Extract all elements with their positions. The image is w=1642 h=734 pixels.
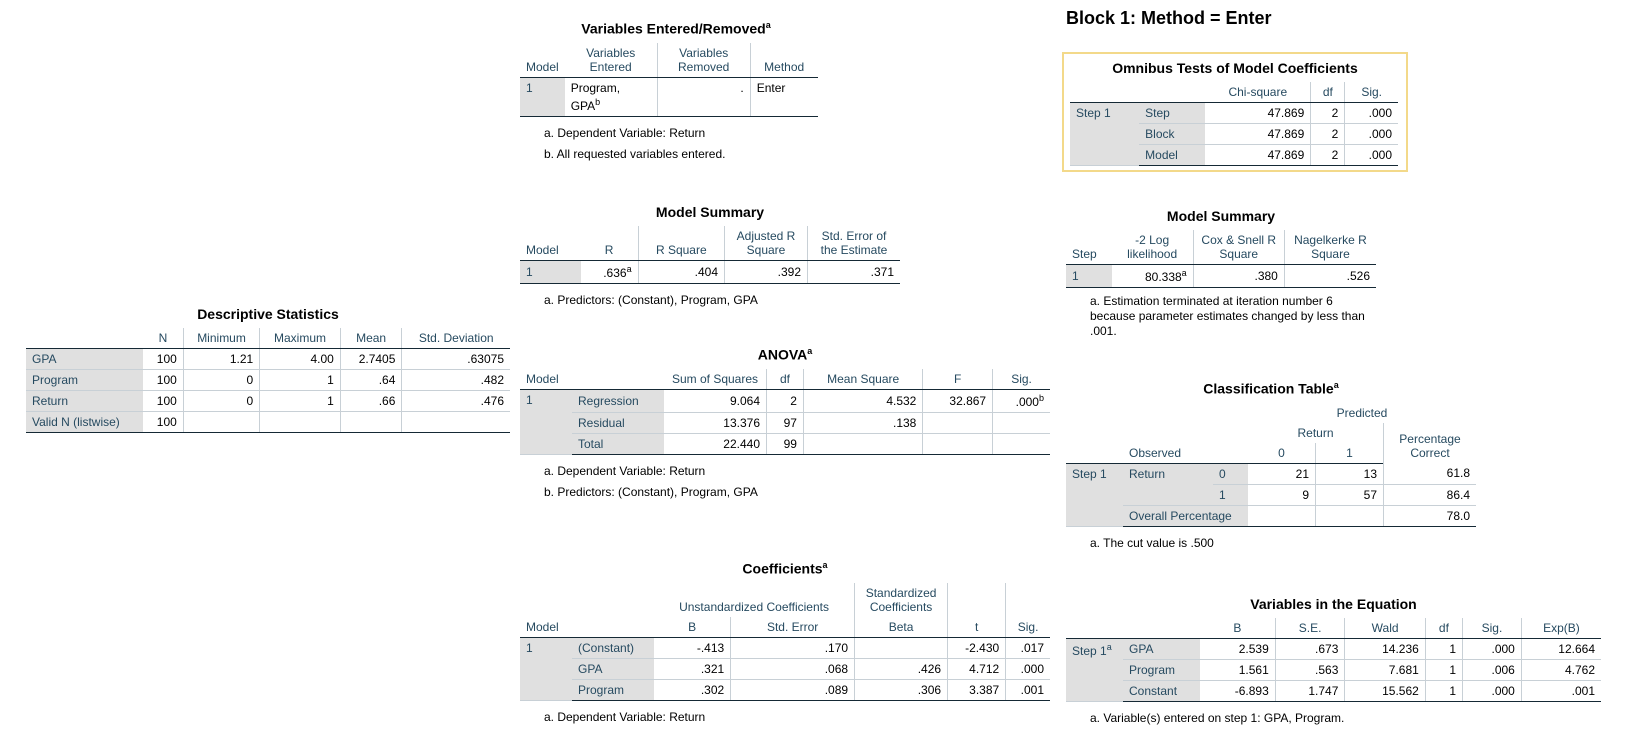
vie-table: B S.E. Wald df Sig. Exp(B) Step 1$^a$ GPA 2.539 .673 14.236 1 .000 12.664 Program 1.561 .563 7.681 1 .006 4.762 Constant -6.893 1.747 15.562 1 .000 .001	[1066, 618, 1601, 702]
table-row: Program 1.561 .563 7.681 1 .006 4.762	[1066, 660, 1601, 681]
coef-title: Coefficients$^a$	[742, 560, 828, 577]
table-row: Model 47.869 2 .000	[1070, 145, 1398, 166]
model-summary-linear: Model Summary Model R R Square Adjusted R Square Std. Error of the Estimate 1 .636$^a$ .404 .392 .371 a. Predictors: (Constant), Program, GPA	[520, 204, 900, 311]
header-mean: Mean	[340, 328, 402, 349]
omnibus-title: Omnibus Tests of Model Coefficients	[1112, 60, 1358, 76]
table-row: Residual 13.376 97 .138	[520, 412, 1050, 433]
table-row: 1 (Constant) -.413 .170 -2.430 .017	[520, 637, 1050, 658]
table-row: Step 1 Step 47.869 2 .000	[1070, 103, 1398, 124]
table-row: 1 80.338$^a$ .380 .526	[1066, 265, 1376, 288]
ver-table: Model Variables Entered Variables Removed Method 1 Program, GPA$^b$ . Enter	[520, 43, 818, 117]
table-row: 1 .636$^a$ .404 .392 .371	[520, 261, 900, 284]
table-row: Step 1$^a$ GPA 2.539 .673 14.236 1 .000 12.664	[1066, 639, 1601, 660]
table-row: Constant -6.893 1.747 15.562 1 .000 .001	[1066, 681, 1601, 702]
coef-table: Unstandardized Coefficients Standardized Coefficients Model B Std. Error Beta t Sig. 1 (Constant) -.413 .170 -2.430 .017 GPA .321 .068 .426 4.712 .000 Program .302 .089 .306 3.387 .001	[520, 583, 1050, 701]
header-maximum: Maximum	[260, 328, 341, 349]
header-n: N	[143, 328, 183, 349]
table-row: 1 Program, GPA$^b$ . Enter	[520, 77, 818, 116]
model-summary-logistic: Model Summary Step -2 Log likelihood Cox & Snell R Square Nagelkerke R Square 1 80.338$^a$ .380 .526 a. Estimation terminated at iteration number 6 because parameter estimates changed by less than .001.	[1066, 208, 1380, 339]
variables-entered-removed	[520, 20, 832, 165]
classif-table: Predicted Return Percentage Correct Observed 0 1 Step 1 Return 0 21 13 61.8 1 9 57 86.4 Overall Percentage 78.0	[1066, 403, 1476, 527]
table-row: Total 22.440 99	[520, 433, 1050, 454]
descriptive-statistics	[26, 306, 510, 433]
anova-title: ANOVA$^a$	[757, 346, 813, 363]
table-row: GPA 100 1.21 4.00 2.7405 .63075	[26, 349, 510, 370]
variables-in-equation: Variables in the Equation B S.E. Wald df Sig. Exp(B) Step 1$^a$ GPA 2.539 .673 14.236 1 .000 12.664 Program 1.561 .563 7.681 1 .006 4.762 Constant -6.893 1.747 15.562 1 .000 .001 a. Variable(s) entered on step 1: GPA, Program.	[1066, 596, 1601, 729]
descriptive-table	[26, 328, 510, 433]
table-row: 1 9 57 86.4	[1066, 484, 1476, 505]
classif-title: Classification Table$^a$	[1203, 380, 1339, 397]
classification-table: Classification Table$^a$ Predicted Return Percentage Correct Observed 0 1 Step 1 Return 0 21 13 61.8 1 9 57 86.4 Overall Percentage 78.0 a. The cut value is .500	[1066, 380, 1476, 554]
table-row: Program 100 0 1 .64 .482	[26, 370, 510, 391]
block-header: Block 1: Method = Enter	[1066, 8, 1272, 28]
anova-footnotes: a. Dependent Variable: Return b. Predictors: (Constant), Program, GPA	[544, 463, 758, 499]
ms-log-title: Model Summary	[1166, 208, 1276, 224]
coefficients: Coefficients$^a$ Unstandardized Coefficients Standardized Coefficients Model B Std. Error Beta t Sig. 1 (Constant) -.413 .170 -2.430 .017 GPA .321 .068 .426 4.712 .000 Program .302 .089 .306 3.387 .001 a. Dependent Variable: Return	[520, 560, 1050, 728]
table-row: Overall Percentage 78.0	[1066, 505, 1476, 526]
table-row: Block 47.869 2 .000	[1070, 124, 1398, 145]
ver-footnotes: a. Dependent Variable: Return b. All requested variables entered.	[544, 125, 726, 161]
ver-title: Variables Entered/Removed$^a$	[581, 20, 771, 37]
descriptive-title: Descriptive Statistics	[197, 306, 339, 322]
anova-table: Model Sum of Squares df Mean Square F Sig. 1 Regression 9.064 2 4.532 32.867 .000$^b$ Residual 13.376 97 .138 Total 22.440 99	[520, 369, 1050, 455]
anova	[520, 346, 1050, 503]
table-row: 1 Regression 9.064 2 4.532 32.867 .000$^b$	[520, 389, 1050, 412]
table-row: Return 100 0 1 .66 .476	[26, 391, 510, 412]
vie-title: Variables in the Equation	[1250, 596, 1417, 612]
table-row: Step 1 Return 0 21 13 61.8	[1066, 463, 1476, 484]
header-std-deviation: Std. Deviation	[402, 328, 510, 349]
table-row: Program .302 .089 .306 3.387 .001	[520, 679, 1050, 700]
omnibus-tests	[1062, 52, 1408, 172]
omnibus-table: Chi-square df Sig. Step 1 Step 47.869 2 .000 Block 47.869 2 .000 Model 47.869 2 .000	[1070, 82, 1398, 166]
ms-log-table: Step -2 Log likelihood Cox & Snell R Square Nagelkerke R Square 1 80.338$^a$ .380 .526	[1066, 230, 1376, 288]
header-minimum: Minimum	[183, 328, 259, 349]
table-row: Valid N (listwise) 100	[26, 412, 510, 433]
table-row: GPA .321 .068 .426 4.712 .000	[520, 658, 1050, 679]
ms-lin-table: Model R R Square Adjusted R Square Std. Error of the Estimate 1 .636$^a$ .404 .392 .371	[520, 226, 900, 284]
ms-lin-title: Model Summary	[655, 204, 765, 220]
